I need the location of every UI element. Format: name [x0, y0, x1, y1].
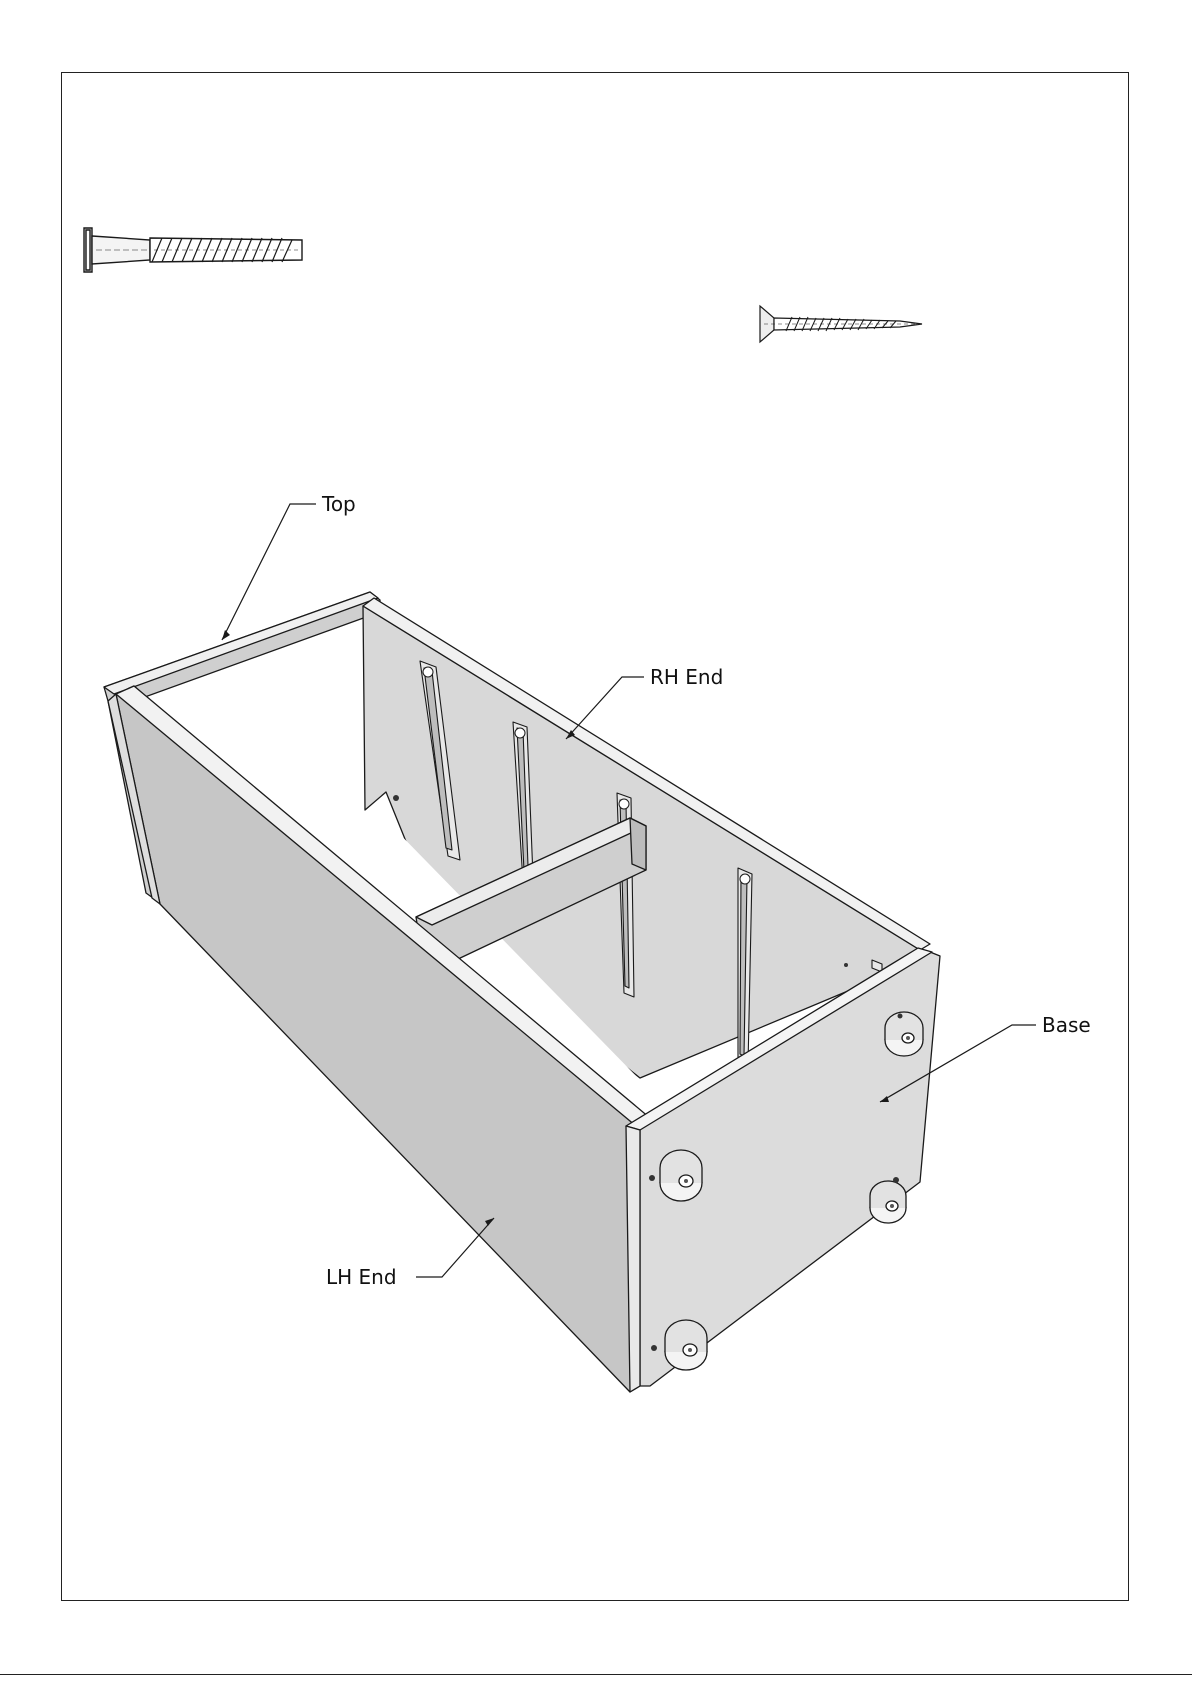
label-rh-end: RH End — [650, 665, 724, 689]
countersunk-screw-icon — [760, 306, 922, 342]
label-base: Base — [1042, 1013, 1091, 1037]
foot-mid-right — [870, 1181, 906, 1223]
label-top: Top — [322, 492, 356, 516]
foot-top-right — [885, 1012, 923, 1056]
foot-bottom-left — [665, 1320, 707, 1370]
label-lh-end: LH End — [326, 1265, 397, 1289]
cam-bolt-icon — [84, 228, 302, 272]
foot-mid-left — [660, 1150, 702, 1201]
cabinet-assembly — [104, 592, 940, 1392]
